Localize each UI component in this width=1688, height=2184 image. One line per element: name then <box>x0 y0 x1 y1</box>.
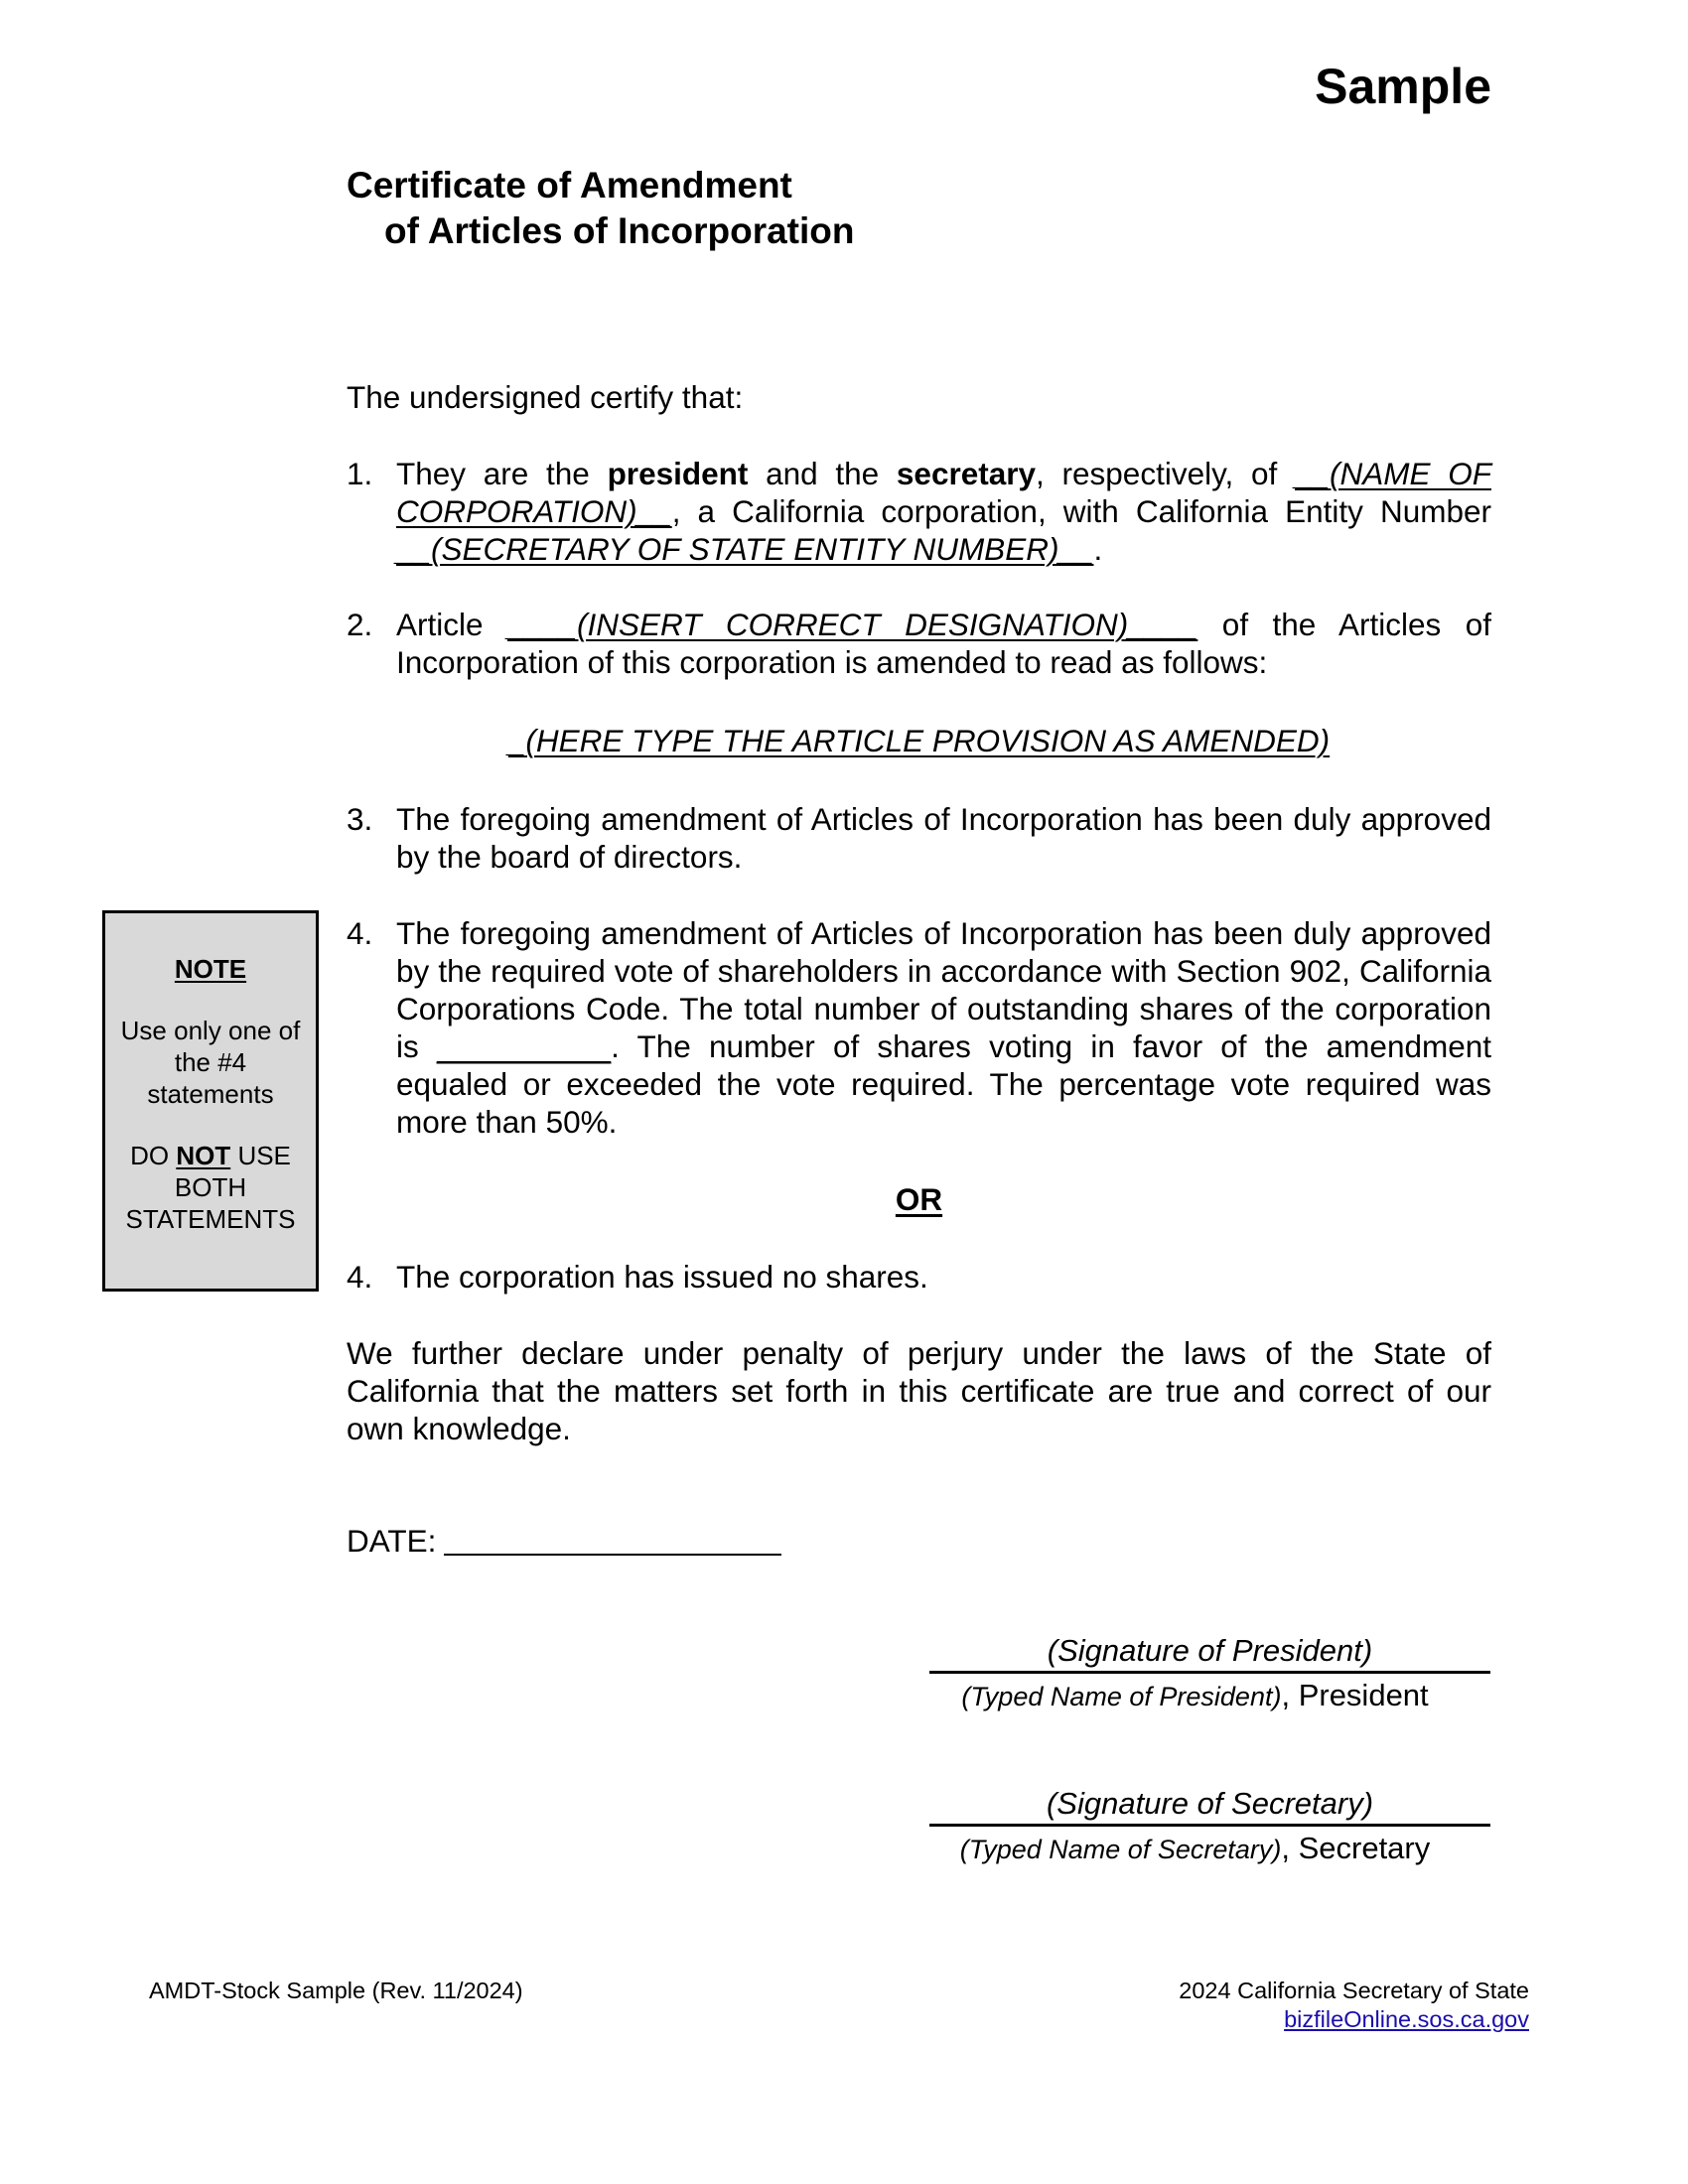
item-text: The corporation has issued no shares. <box>396 1259 928 1295</box>
article-provision-placeholder: _(HERE TYPE THE ARTICLE PROVISION AS AMENDED) <box>507 723 1331 758</box>
note-instruction: Use only one of the #4 statements <box>120 1016 301 1109</box>
item-number: 3. <box>347 801 373 837</box>
president-typed-name: (Typed Name of President), President <box>961 1678 1429 1712</box>
document-title <box>347 163 854 254</box>
entity-number-placeholder: __(SECRETARY OF STATE ENTITY NUMBER)__ <box>396 531 1094 567</box>
item-4-no-shares <box>347 1258 1491 1296</box>
item-3 <box>347 800 1491 876</box>
footer-form-id: AMDT-Stock Sample (Rev. 11/2024) <box>149 1978 523 2003</box>
item-number: 4. <box>347 1259 373 1295</box>
date-blank-line <box>444 1524 781 1556</box>
footer-copyright: 2024 California Secretary of State <box>1179 1978 1529 2003</box>
date-label: DATE: <box>347 1523 437 1559</box>
note-warning: DO NOT USE BOTH STATEMENTS <box>125 1141 296 1234</box>
corporation-name-placeholder: __(NAME OF CORPORATION)__ <box>396 456 1491 529</box>
title-line-1: Certificate of Amendment <box>347 165 792 205</box>
secretary-typed-name: (Typed Name of Secretary), Secretary <box>959 1831 1431 1865</box>
item-number: 2. <box>347 607 373 642</box>
item-1 <box>347 455 1491 568</box>
item-4-shareholder-vote <box>347 914 1491 1141</box>
note-title: NOTE <box>174 954 247 984</box>
footer-publisher <box>1092 1977 1529 2034</box>
item-2 <box>347 606 1491 681</box>
item-number: 4. <box>347 915 373 951</box>
sample-label: Sample <box>1315 59 1491 114</box>
item-text: The foregoing amendment of Articles of Incorporation has been duly approved by the board of directors. <box>396 801 1491 875</box>
item-text: They are the president and the secretary, respectively, of __(NAME OF CORPORATION)__, a California corporation, with California Entity Number __(SECRETARY OF STATE ENTITY NUMBER)__. <box>396 456 1491 567</box>
article-designation-placeholder: ____(INSERT CORRECT DESIGNATION)____ <box>506 607 1198 642</box>
outstanding-shares-blank: __________ <box>436 1028 612 1064</box>
item-number: 1. <box>347 456 373 491</box>
president-signature-block <box>929 1632 1490 1716</box>
perjury-declaration: We further declare under penalty of perjury under the laws of the State of California that the matters set forth in this certificate are true and correct of our own knowledge. <box>347 1335 1491 1446</box>
secretary-signature-block <box>929 1785 1490 1869</box>
secretary-signature-line: (Signature of Secretary) <box>929 1785 1490 1827</box>
date-field <box>347 1522 781 1560</box>
note-box <box>102 910 319 1292</box>
president-signature-line: (Signature of President) <box>929 1632 1490 1674</box>
title-line-2: of Articles of Incorporation <box>384 210 855 251</box>
item-text: Article ____(INSERT CORRECT DESIGNATION)____ of the Articles of Incorporation of this corporation is amended to read as follows: <box>396 607 1491 680</box>
or-separator: OR <box>895 1181 943 1217</box>
lead-statement: The undersigned certify that: <box>347 379 744 415</box>
bizfile-online-link[interactable]: bizfileOnline.sos.ca.gov <box>1284 2006 1529 2032</box>
item-text: The foregoing amendment of Articles of Incorporation has been duly approved by the required vote of shareholders in accordance with Section 902, California Corporations Code. The total number of outstanding shares of the corporation is __________. The number of shares voting in favor of the amendment equaled or exceeded the vote required. The percentage vote required was more than 50%. <box>396 915 1492 1140</box>
